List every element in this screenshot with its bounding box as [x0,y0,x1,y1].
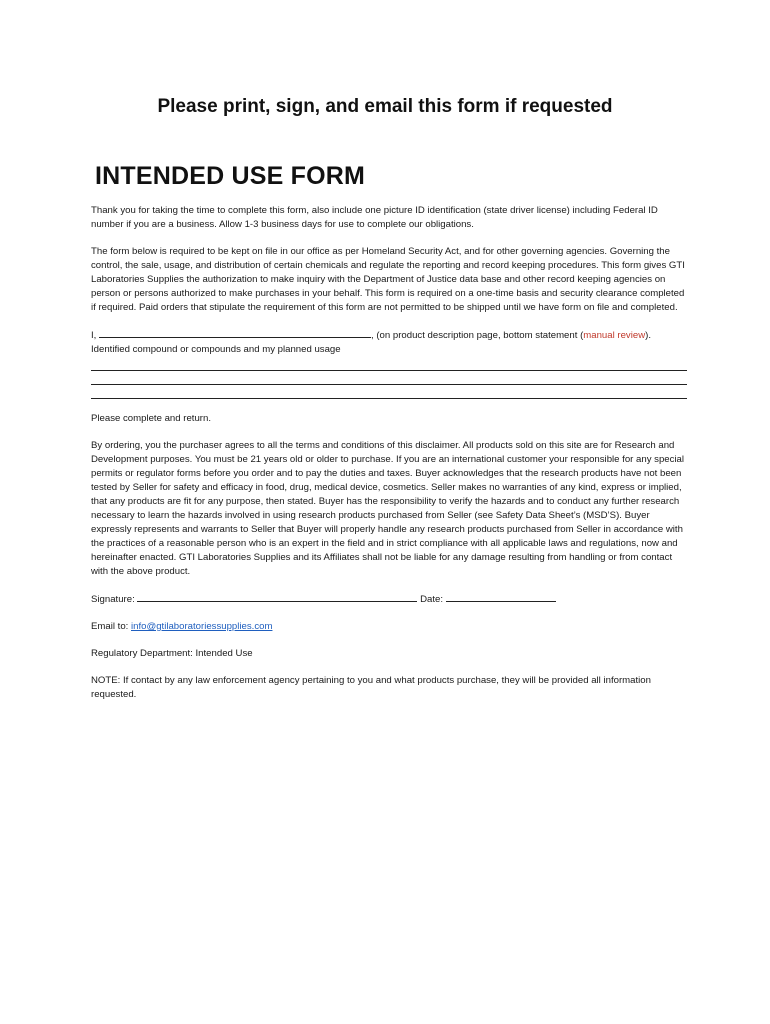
note-paragraph: NOTE: If contact by any law enforcement agency pertaining to you and what products purchase, they will be provided all information requested. [91,675,651,700]
date-blank-field[interactable] [446,592,556,602]
usage-blank-line-2[interactable] [91,371,687,385]
email-line [91,620,687,634]
requirement-paragraph: The form below is required to be kept on file in our office as per Homeland Security Act, and for other governing agencies. Governing the control, the sale, usage, and distribution of certain chemicals and regulate the reporting and record keeping procedures. This form gives GTI Laboratories Supplies the authorization to make inquiry with the Department of Justice data base and other record keeping agencies on person or persons authorized to make purchases in your behalf. This form is required on a one-time basis and security clearance completed if required. Paid orders that stipulate the requirement of this form are not permitted to be shipped until we have form on file and completed. [91,246,685,313]
statement-mid: , (on product description page, bottom statement ( [371,330,584,341]
complete-return-text: Please complete and return. [91,413,211,424]
regulatory-text: Regulatory Department: Intended Use [91,648,253,659]
signature-line [91,592,687,607]
manual-review-text: manual review [583,330,646,341]
usage-blank-line-3[interactable] [91,385,687,399]
signature-label: Signature: [91,594,135,605]
statement-prefix: I, [91,330,97,341]
intro-paragraph: Thank you for taking the time to complete this form, also include one picture ID identification (state driver license) including Federal ID number if you are a business. Allow 1-3 business days for use to complete our obligations. [91,205,658,230]
usage-blank-line-1[interactable] [91,357,687,371]
form-content [91,204,687,715]
statement-line-2: Identified compound or compounds and my planned usage [91,344,341,355]
signature-blank-field[interactable] [137,592,417,602]
name-blank-field[interactable] [99,328,371,338]
statement-line [91,328,687,343]
date-label: Date: [420,594,444,605]
disclaimer-paragraph: By ordering, you the purchaser agrees to all the terms and conditions of this disclaimer. All products sold on this site are for Research and Development purposes. You must be 21 years old or older to purchase. If you are an international customer your responsible for any special permits or regulator forms before you order and to pay the duties and taxes. Buyer acknowledges that the research products have not been tested by Seller for safety and efficacy in food, drug, medical device, cosmetics. Seller makes no warranties of any kind, express or implied, that any products are fit for any purpose, then stated. Buyer has the responsibility to verify the hazards and to conduct any further research necessary to learn the hazards involved in using research products purchased from Seller (see Safety Data Sheet’s (MSD’S). Buyer expressly represents and warrants to Seller that Buyer will properly handle any research products purchased from Seller in accordance with the practices of a reasonable person who is an expert in the field and in strict compliance with all applicable laws and regulations, now and hereinafter enacted. GTI Laboratories Supplies and its Affiliates shall not be liable for any damage resulting from handling or from contact with the above product. [91,440,685,577]
statement-suffix: ). [645,330,651,341]
email-link[interactable]: info@gtilaboratoriessupplies.com [131,621,273,632]
page-header-title: Please print, sign, and email this form if requested [157,96,613,117]
email-label: Email to: [91,621,129,632]
statement-block [91,328,687,399]
form-title: INTENDED USE FORM [95,162,366,190]
